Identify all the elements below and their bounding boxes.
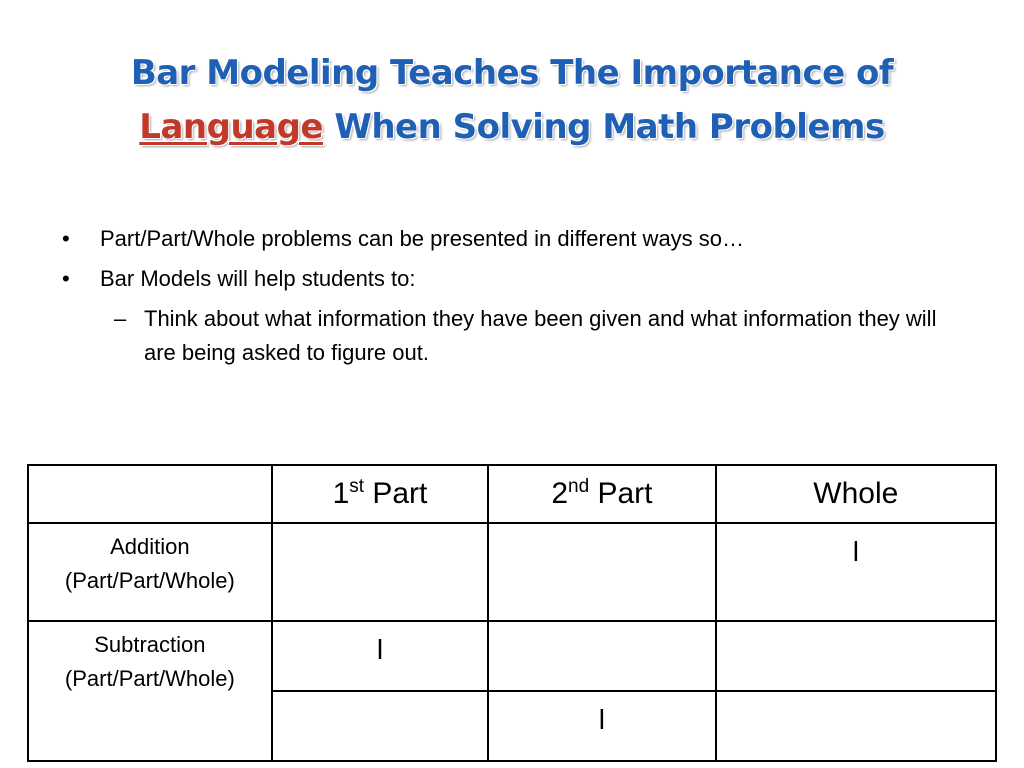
- header-1st-part: [272, 465, 488, 523]
- bullet-item: [62, 262, 962, 296]
- header-2nd-part-suffix: nd: [568, 476, 590, 497]
- title-accent-word: Language: [139, 107, 323, 147]
- row-label-subtraction: [28, 621, 272, 761]
- table-cell: [716, 621, 996, 691]
- header-empty-cell: [28, 465, 272, 523]
- header-1st-part-label: Part: [364, 477, 428, 510]
- slide-title: [0, 46, 1024, 154]
- part-part-whole-table: [27, 464, 997, 762]
- row-label-line: Subtraction: [94, 632, 206, 657]
- header-2nd-part: [488, 465, 715, 523]
- row-label-line: (Part/Part/Whole): [64, 666, 235, 691]
- sub-bullet-text: Think about what information they have been given and what information they will are being asked to figure out.: [144, 306, 937, 365]
- row-label-addition: [28, 523, 272, 621]
- title-line-2-text: When Solving Math Problems: [323, 107, 885, 147]
- table-cell: l: [272, 621, 488, 691]
- table-header-row: [28, 465, 996, 523]
- title-line-1: [0, 46, 1024, 100]
- title-line-2: [0, 100, 1024, 154]
- header-2nd-part-number: 2: [551, 477, 568, 510]
- table-cell: [272, 523, 488, 621]
- bullet-mark: •: [62, 266, 70, 291]
- bullet-text: Part/Part/Whole problems can be presented in different ways so…: [100, 226, 745, 251]
- sub-bullet-item: [114, 302, 962, 370]
- header-1st-part-number: 1: [332, 477, 350, 510]
- sub-bullet-mark: –: [114, 306, 127, 331]
- table-row-addition: [28, 523, 996, 621]
- row-label-line: Addition: [110, 534, 190, 559]
- table-cell: [716, 691, 996, 761]
- table-cell: [272, 691, 488, 761]
- table-cell: [488, 523, 715, 621]
- table-cell: l: [716, 523, 996, 621]
- table-row-subtraction: [28, 621, 996, 691]
- bullet-mark: •: [62, 226, 70, 251]
- bullet-item: [62, 222, 962, 256]
- title-line-1-text: Bar Modeling Teaches The Importance of: [130, 53, 894, 93]
- row-label-line: (Part/Part/Whole): [64, 568, 235, 593]
- header-2nd-part-label: Part: [589, 477, 653, 510]
- header-1st-part-suffix: st: [349, 476, 365, 497]
- bullet-text: Bar Models will help students to:: [100, 266, 416, 291]
- table-cell: l: [488, 691, 715, 761]
- bullet-list: [62, 222, 962, 370]
- table-cell: [488, 621, 715, 691]
- header-whole: Whole: [716, 465, 996, 523]
